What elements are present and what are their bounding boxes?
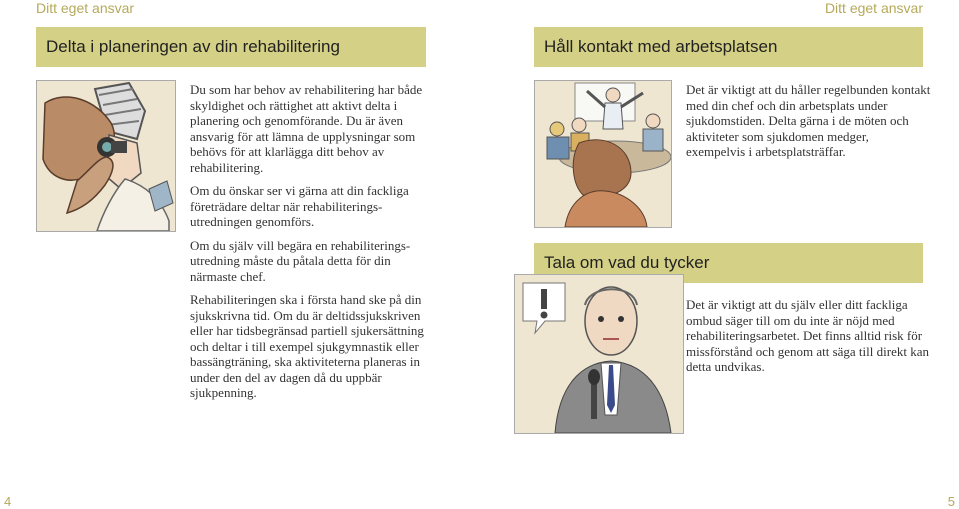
running-header: Ditt eget ansvar (36, 0, 135, 16)
paragraph: Rehabiliteringen ska i första hand ske på din sjukskrivna tid. Om du är deltidssjukskriven eller har tidsbegränsad partiell sjukersättning och deltar i till exempel sjukgymnastik eller bassängträning, ska aktiviteterna planeras in under den del av dagen då du uppbär sjukpenning. (190, 292, 424, 400)
paragraph: Du som har behov av rehabilitering har både skyldighet och rättighet att aktivt delta i planering och genomförande. Du är även ansvarig för att lämna de upplysningar som behövs för att klarlägga ditt behov av rehabilitering. (190, 82, 423, 175)
speaking-man-illustration (514, 274, 684, 434)
body-text-keep-contact: Det är viktigt att du håller regelbunden kontakt med din chef och din arbetsplats under sjukdomstiden. Delta gärna i de möten och aktiviteter som sjukdomen medger, exempelvis i arbetsplatsträffar. (686, 82, 931, 159)
section-title-speak-up: Tala om vad du tycker (534, 243, 923, 283)
page-number: 5 (947, 494, 955, 509)
body-text-speak-up: Det är viktigt att du själv eller ditt fackliga ombud säger till om du inte är nöjd med rehabiliteringsarbetet. Det finns alltid risk för missförstånd och genom att säga till direkt kan detta undvikas. (686, 297, 929, 374)
section-title-keep-contact: Håll kontakt med arbetsplatsen (534, 27, 923, 67)
paragraph: Om du önskar ser vi gärna att din fackliga företrädare deltar när rehabiliteringsutredningen genomförs. (190, 183, 409, 229)
page-number: 4 (4, 494, 12, 509)
body-text (190, 82, 440, 409)
paragraph: Om du själv vill begära en rehabiliteringsutredning måste du påtala detta för din närmaste chef. (190, 237, 411, 284)
binoculars-illustration (36, 80, 176, 232)
meeting-illustration (534, 80, 672, 228)
section-title: Delta i planeringen av din rehabilitering (36, 27, 426, 67)
right-page (480, 0, 959, 508)
left-page (0, 0, 480, 508)
running-header: Ditt eget ansvar (824, 0, 923, 16)
